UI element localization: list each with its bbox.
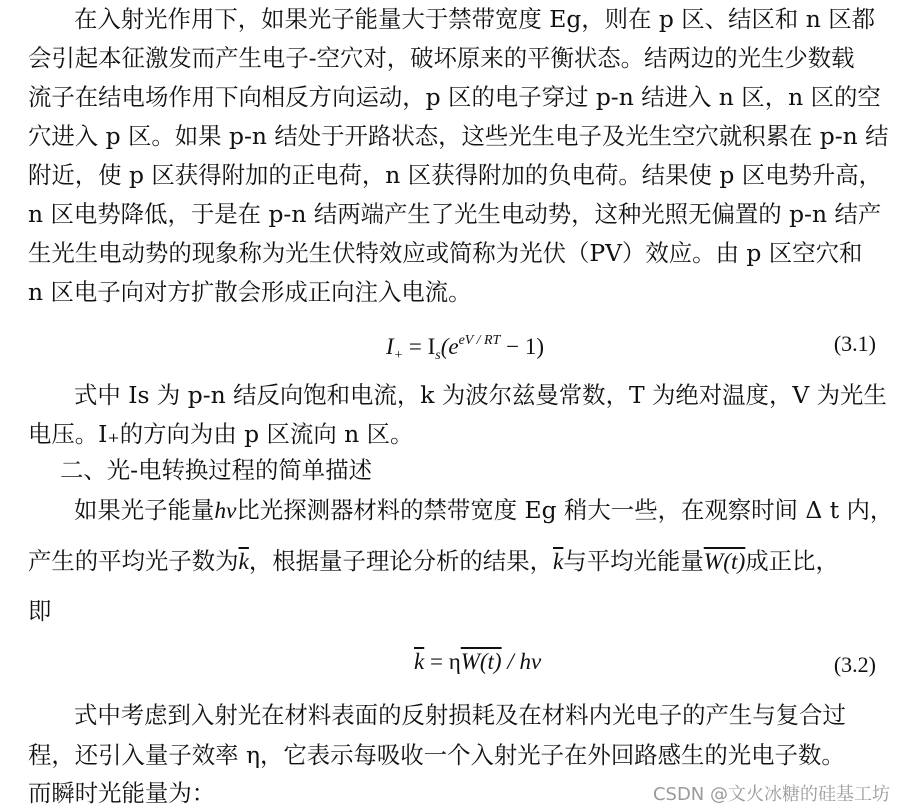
eq1-exponent: eV / RT bbox=[458, 333, 501, 348]
paragraph1-line6: n 区电势降低，于是在 p-n 结两端产生了光生电动势，这种光照无偏置的 p-n 结产 bbox=[28, 200, 882, 228]
paragraph1-line2: 会引起本征激发而产生电子-空穴对，破坏原来的平衡状态。结两边的光生少数载 bbox=[28, 44, 855, 72]
eq2-k-bar: $\overline{k}$ bbox=[414, 649, 425, 674]
eq1-lhs: I bbox=[386, 334, 394, 359]
section-heading: 二、光-电转换过程的简单描述 bbox=[60, 456, 372, 484]
equation-3-2 bbox=[414, 647, 541, 677]
eq1-rhs-sub: s bbox=[435, 348, 441, 363]
p3-k-bar-2: $\overline{k}$ bbox=[552, 549, 564, 575]
equation-3-1 bbox=[386, 326, 544, 371]
eq1-rhs-mid: (e bbox=[440, 334, 459, 359]
p3-W-bar: W(t) bbox=[703, 549, 746, 575]
p3-l2-d: 成正比， bbox=[745, 547, 839, 575]
p3-text-a: 如果光子能量 bbox=[74, 496, 215, 524]
paragraph3-line2 bbox=[28, 546, 878, 577]
eq2-tail: / hv bbox=[501, 649, 542, 674]
p3-l2-c: 与平均光能量 bbox=[563, 547, 704, 575]
paragraph1-line1: 在入射光作用下，如果光子能量大于禁带宽度 Eg，则在 p 区、结区和 n 区都 bbox=[74, 5, 875, 33]
eq1-rhs-prefix: = I bbox=[403, 334, 436, 359]
paragraph4-line1: 式中考虑到入射光在材料表面的反射损耗及在材料内光电子的产生与复合过 bbox=[74, 701, 846, 729]
eq1-rhs-tail: − 1) bbox=[500, 334, 544, 359]
paragraph3-line3: 即 bbox=[28, 597, 52, 625]
paragraph4-line3: 而瞬时光能量为： bbox=[28, 779, 216, 807]
csdn-watermark: CSDN @文火冰糖的硅基工坊 bbox=[652, 784, 890, 805]
equation-3-1-number: (3.1) bbox=[833, 331, 876, 356]
p3-text-b: 比光探测器材料的禁带宽度 Eg 稍大一些，在观察时间 Δ t 内， bbox=[236, 496, 894, 524]
p3-l2-a: 产生的平均光子数为 bbox=[28, 547, 239, 575]
p3-l2-b: ，根据量子理论分析的结果， bbox=[248, 547, 553, 575]
paragraph1-line3: 流子在结电场作用下向相反方向运动，p 区的电子穿过 p-n 结进入 n 区，n 区的空 bbox=[28, 83, 881, 111]
equation-3-2-number: (3.2) bbox=[833, 652, 876, 677]
paragraph2-line2: 电压。I₊的方向为由 p 区流向 n 区。 bbox=[28, 420, 414, 448]
eq2-eq: = η bbox=[424, 649, 461, 674]
paragraph1-line5: 附近，使 p 区获得附加的正电荷，n 区获得附加的负电荷。结果使 p 区电势升高， bbox=[28, 161, 883, 189]
p3-hv: hv bbox=[214, 498, 237, 524]
paragraph1-line4: 穴进入 p 区。如果 p-n 结处于开路状态，这些光生电子及光生空穴就积累在 p-n 结 bbox=[28, 122, 889, 150]
eq2-W-bar: W(t) bbox=[460, 649, 502, 674]
p3-k-bar: $\overline{k}$ bbox=[238, 549, 249, 575]
paragraph3-line1 bbox=[74, 495, 894, 526]
paragraph1-line7: 生光生电动势的现象称为光生伏特效应或简称为光伏（PV）效应。由 p 区空穴和 bbox=[28, 239, 863, 267]
paragraph1-line8: n 区电子向对方扩散会形成正向注入电流。 bbox=[28, 278, 472, 306]
eq1-lhs-sub: + bbox=[393, 348, 404, 363]
paragraph2-line1: 式中 Is 为 p-n 结反向饱和电流，k 为波尔兹曼常数，T 为绝对温度，V 为光生 bbox=[74, 381, 887, 409]
paragraph4-line2: 程，还引入量子效率 η，它表示每吸收一个入射光子在外回路感生的光电子数。 bbox=[28, 741, 845, 769]
